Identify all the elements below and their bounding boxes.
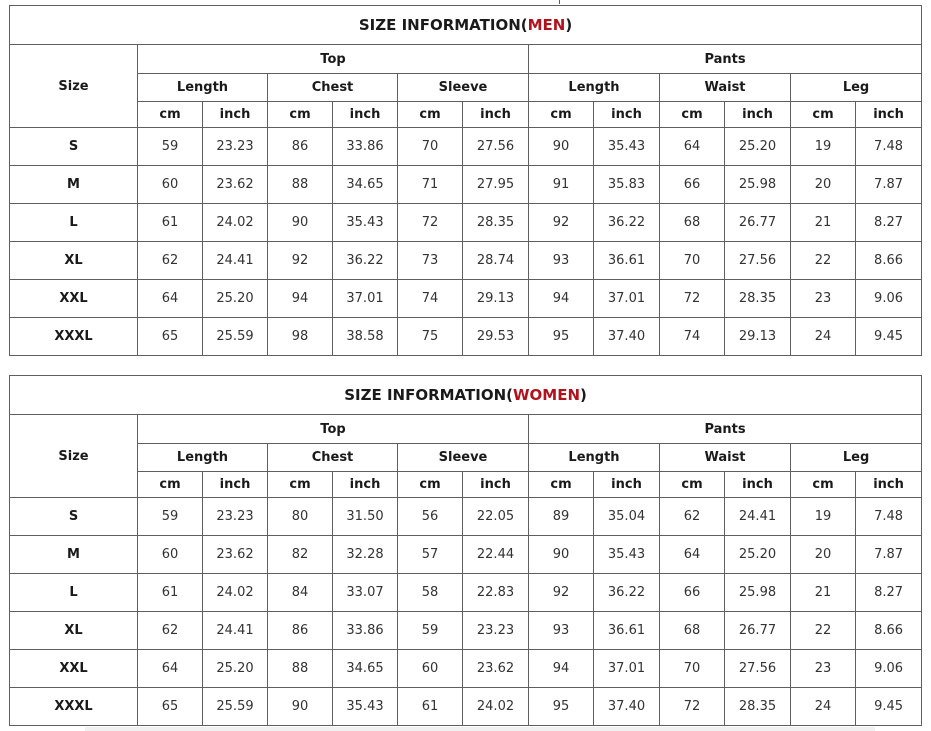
measurement-value: 74 — [398, 280, 463, 318]
measurement-value: 24.41 — [725, 498, 791, 536]
unit-header: cm — [529, 472, 594, 498]
measurement-value: 89 — [529, 498, 594, 536]
measurement-value: 25.59 — [203, 318, 268, 356]
size-label: XL — [10, 612, 138, 650]
measurement-value: 22.05 — [463, 498, 529, 536]
measurement-value: 90 — [529, 536, 594, 574]
table-row — [10, 688, 922, 726]
measurement-value: 9.45 — [856, 318, 922, 356]
measurement-value: 24.02 — [463, 688, 529, 726]
measurement-value: 23.23 — [463, 612, 529, 650]
measurement-value: 9.45 — [856, 688, 922, 726]
measurement-value: 32.28 — [333, 536, 398, 574]
measurement-value: 24 — [791, 318, 856, 356]
men-size-table — [9, 5, 922, 356]
measurement-value: 60 — [138, 536, 203, 574]
size-label: XXXL — [10, 688, 138, 726]
measurement-value: 70 — [398, 128, 463, 166]
size-column-header: Size — [10, 415, 138, 498]
measurement-value: 8.66 — [856, 612, 922, 650]
table-row — [10, 318, 922, 356]
measurement-value: 25.59 — [203, 688, 268, 726]
measurement-value: 72 — [660, 688, 725, 726]
table-row — [10, 612, 922, 650]
measurement-value: 64 — [660, 536, 725, 574]
table-row — [10, 650, 922, 688]
measurement-value: 70 — [660, 650, 725, 688]
unit-header: inch — [594, 472, 660, 498]
measurement-value: 23.23 — [203, 498, 268, 536]
measurement-value: 60 — [398, 650, 463, 688]
measure-row — [10, 74, 922, 102]
measurement-value: 64 — [138, 650, 203, 688]
measurement-value: 58 — [398, 574, 463, 612]
measurement-value: 65 — [138, 688, 203, 726]
measurement-value: 25.20 — [203, 280, 268, 318]
measurement-value: 19 — [791, 498, 856, 536]
unit-row — [10, 102, 922, 128]
unit-header: inch — [856, 102, 922, 128]
unit-header: inch — [333, 102, 398, 128]
measure-header: Length — [138, 444, 268, 472]
measurement-value: 37.01 — [333, 280, 398, 318]
table-title-prefix: SIZE INFORMATION( — [344, 386, 513, 404]
measurement-value: 94 — [268, 280, 333, 318]
women-size-table — [9, 375, 922, 726]
measurement-value: 91 — [529, 166, 594, 204]
measurement-value: 37.01 — [594, 650, 660, 688]
measurement-value: 61 — [138, 574, 203, 612]
table-title-accent: MEN — [527, 16, 566, 34]
measurement-value: 65 — [138, 318, 203, 356]
measurement-value: 62 — [138, 612, 203, 650]
measure-header: Sleeve — [398, 444, 529, 472]
table-title — [10, 376, 922, 415]
measurement-value: 92 — [529, 204, 594, 242]
measurement-value: 25.20 — [725, 536, 791, 574]
measurement-value: 9.06 — [856, 650, 922, 688]
measurement-value: 84 — [268, 574, 333, 612]
measure-header: Leg — [791, 74, 922, 102]
measurement-value: 93 — [529, 242, 594, 280]
measurement-value: 25.20 — [203, 650, 268, 688]
measurement-value: 34.65 — [333, 650, 398, 688]
measure-header: Length — [529, 74, 660, 102]
size-label: XXXL — [10, 318, 138, 356]
table-title — [10, 6, 922, 45]
size-label: L — [10, 204, 138, 242]
measurement-value: 21 — [791, 574, 856, 612]
measurement-value: 28.74 — [463, 242, 529, 280]
measurement-value: 28.35 — [463, 204, 529, 242]
measurement-value: 93 — [529, 612, 594, 650]
measurement-value: 64 — [138, 280, 203, 318]
measurement-value: 36.61 — [594, 612, 660, 650]
measurement-value: 75 — [398, 318, 463, 356]
measurement-value: 36.22 — [594, 574, 660, 612]
measurement-value: 36.22 — [333, 242, 398, 280]
unit-header: inch — [725, 102, 791, 128]
group-top-header: Top — [138, 415, 529, 444]
size-column-header: Size — [10, 45, 138, 128]
measurement-value: 73 — [398, 242, 463, 280]
measurement-value: 82 — [268, 536, 333, 574]
unit-header: cm — [268, 472, 333, 498]
measurement-value: 28.35 — [725, 280, 791, 318]
table-row — [10, 242, 922, 280]
measurement-value: 62 — [660, 498, 725, 536]
unit-header: cm — [791, 102, 856, 128]
unit-row — [10, 472, 922, 498]
measurement-value: 35.04 — [594, 498, 660, 536]
measurement-value: 24.02 — [203, 204, 268, 242]
measure-header: Chest — [268, 74, 398, 102]
measurement-value: 27.56 — [463, 128, 529, 166]
measurement-value: 88 — [268, 650, 333, 688]
measurement-value: 62 — [138, 242, 203, 280]
group-pants-header: Pants — [529, 45, 922, 74]
measurement-value: 35.83 — [594, 166, 660, 204]
measurement-value: 27.56 — [725, 242, 791, 280]
measurement-value: 29.13 — [725, 318, 791, 356]
measurement-value: 68 — [660, 612, 725, 650]
unit-header: cm — [268, 102, 333, 128]
unit-header: cm — [791, 472, 856, 498]
measurement-value: 34.65 — [333, 166, 398, 204]
measurement-value: 28.35 — [725, 688, 791, 726]
measure-header: Waist — [660, 444, 791, 472]
measurement-value: 26.77 — [725, 204, 791, 242]
measurement-value: 24 — [791, 688, 856, 726]
measurement-value: 37.01 — [594, 280, 660, 318]
unit-header: inch — [725, 472, 791, 498]
measurement-value: 66 — [660, 574, 725, 612]
measurement-value: 86 — [268, 612, 333, 650]
table-row — [10, 128, 922, 166]
measurement-value: 98 — [268, 318, 333, 356]
measurement-value: 24.02 — [203, 574, 268, 612]
measurement-value: 25.98 — [725, 574, 791, 612]
measurement-value: 36.61 — [594, 242, 660, 280]
measurement-value: 7.48 — [856, 128, 922, 166]
size-label: S — [10, 498, 138, 536]
unit-header: inch — [856, 472, 922, 498]
measurement-value: 22 — [791, 242, 856, 280]
measurement-value: 22.83 — [463, 574, 529, 612]
measurement-value: 61 — [398, 688, 463, 726]
measurement-value: 9.06 — [856, 280, 922, 318]
measurement-value: 94 — [529, 280, 594, 318]
measurement-value: 23 — [791, 650, 856, 688]
measurement-value: 24.41 — [203, 612, 268, 650]
unit-header: inch — [203, 102, 268, 128]
measurement-value: 35.43 — [333, 688, 398, 726]
unit-header: inch — [463, 102, 529, 128]
table-row — [10, 536, 922, 574]
unit-header: cm — [398, 102, 463, 128]
measure-header: Length — [529, 444, 660, 472]
measurement-value: 19 — [791, 128, 856, 166]
unit-header: inch — [463, 472, 529, 498]
measurement-value: 35.43 — [333, 204, 398, 242]
unit-header: cm — [398, 472, 463, 498]
measurement-value: 74 — [660, 318, 725, 356]
measurement-value: 90 — [268, 688, 333, 726]
size-label: XXL — [10, 650, 138, 688]
measurement-value: 80 — [268, 498, 333, 536]
measure-header: Leg — [791, 444, 922, 472]
table-title-suffix: ) — [565, 16, 573, 34]
unit-header: inch — [203, 472, 268, 498]
measurement-value: 95 — [529, 318, 594, 356]
measurement-value: 7.48 — [856, 498, 922, 536]
measurement-value: 90 — [529, 128, 594, 166]
measurement-value: 33.86 — [333, 612, 398, 650]
measurement-value: 7.87 — [856, 536, 922, 574]
table-row — [10, 166, 922, 204]
measurement-value: 25.98 — [725, 166, 791, 204]
measure-header: Sleeve — [398, 74, 529, 102]
measurement-value: 88 — [268, 166, 333, 204]
unit-header: cm — [138, 472, 203, 498]
table-title-accent: WOMEN — [512, 386, 581, 404]
measurement-value: 8.27 — [856, 574, 922, 612]
size-label: S — [10, 128, 138, 166]
measure-row — [10, 444, 922, 472]
size-label: XXL — [10, 280, 138, 318]
table-row — [10, 204, 922, 242]
measurement-value: 86 — [268, 128, 333, 166]
measurement-value: 95 — [529, 688, 594, 726]
measurement-value: 72 — [398, 204, 463, 242]
unit-header: cm — [529, 102, 594, 128]
table-title-suffix: ) — [580, 386, 587, 404]
measurement-value: 8.27 — [856, 204, 922, 242]
measurement-value: 21 — [791, 204, 856, 242]
size-label: M — [10, 536, 138, 574]
measurement-value: 29.53 — [463, 318, 529, 356]
group-top-header: Top — [138, 45, 529, 74]
measurement-value: 60 — [138, 166, 203, 204]
measurement-value: 20 — [791, 536, 856, 574]
measurement-value: 23 — [791, 280, 856, 318]
measurement-value: 27.56 — [725, 650, 791, 688]
measurement-value: 61 — [138, 204, 203, 242]
group-row — [10, 45, 922, 74]
unit-header: cm — [138, 102, 203, 128]
measurement-value: 23.62 — [203, 166, 268, 204]
measurement-value: 23.62 — [203, 536, 268, 574]
measurement-value: 35.43 — [594, 536, 660, 574]
measurement-value: 90 — [268, 204, 333, 242]
size-label: L — [10, 574, 138, 612]
measurement-value: 38.58 — [333, 318, 398, 356]
measurement-value: 27.95 — [463, 166, 529, 204]
measurement-value: 20 — [791, 166, 856, 204]
measurement-value: 29.13 — [463, 280, 529, 318]
unit-header: cm — [660, 102, 725, 128]
measurement-value: 56 — [398, 498, 463, 536]
bottom-shade-strip — [85, 727, 875, 731]
top-divider-fragment — [559, 0, 560, 4]
measurement-value: 70 — [660, 242, 725, 280]
measurement-value: 37.40 — [594, 688, 660, 726]
measure-header: Length — [138, 74, 268, 102]
measurement-value: 36.22 — [594, 204, 660, 242]
measurement-value: 33.86 — [333, 128, 398, 166]
measurement-value: 92 — [529, 574, 594, 612]
measurement-value: 23.23 — [203, 128, 268, 166]
measurement-value: 25.20 — [725, 128, 791, 166]
measurement-value: 22.44 — [463, 536, 529, 574]
measurement-value: 66 — [660, 166, 725, 204]
measurement-value: 24.41 — [203, 242, 268, 280]
measure-header: Chest — [268, 444, 398, 472]
group-row — [10, 415, 922, 444]
table-row — [10, 498, 922, 536]
table-title-prefix: SIZE INFORMATION( — [358, 16, 528, 34]
measurement-value: 33.07 — [333, 574, 398, 612]
measurement-value: 8.66 — [856, 242, 922, 280]
size-label: XL — [10, 242, 138, 280]
measurement-value: 31.50 — [333, 498, 398, 536]
unit-header: cm — [660, 472, 725, 498]
measurement-value: 71 — [398, 166, 463, 204]
title-row — [10, 6, 922, 45]
measurement-value: 57 — [398, 536, 463, 574]
measurement-value: 23.62 — [463, 650, 529, 688]
table-row — [10, 574, 922, 612]
measurement-value: 7.87 — [856, 166, 922, 204]
table-row — [10, 280, 922, 318]
measurement-value: 68 — [660, 204, 725, 242]
measurement-value: 94 — [529, 650, 594, 688]
measure-header: Waist — [660, 74, 791, 102]
unit-header: inch — [594, 102, 660, 128]
measurement-value: 92 — [268, 242, 333, 280]
measurement-value: 72 — [660, 280, 725, 318]
size-label: M — [10, 166, 138, 204]
group-pants-header: Pants — [529, 415, 922, 444]
measurement-value: 37.40 — [594, 318, 660, 356]
measurement-value: 26.77 — [725, 612, 791, 650]
measurement-value: 64 — [660, 128, 725, 166]
measurement-value: 59 — [138, 128, 203, 166]
measurement-value: 59 — [398, 612, 463, 650]
measurement-value: 59 — [138, 498, 203, 536]
unit-header: inch — [333, 472, 398, 498]
measurement-value: 35.43 — [594, 128, 660, 166]
measurement-value: 22 — [791, 612, 856, 650]
title-row — [10, 376, 922, 415]
